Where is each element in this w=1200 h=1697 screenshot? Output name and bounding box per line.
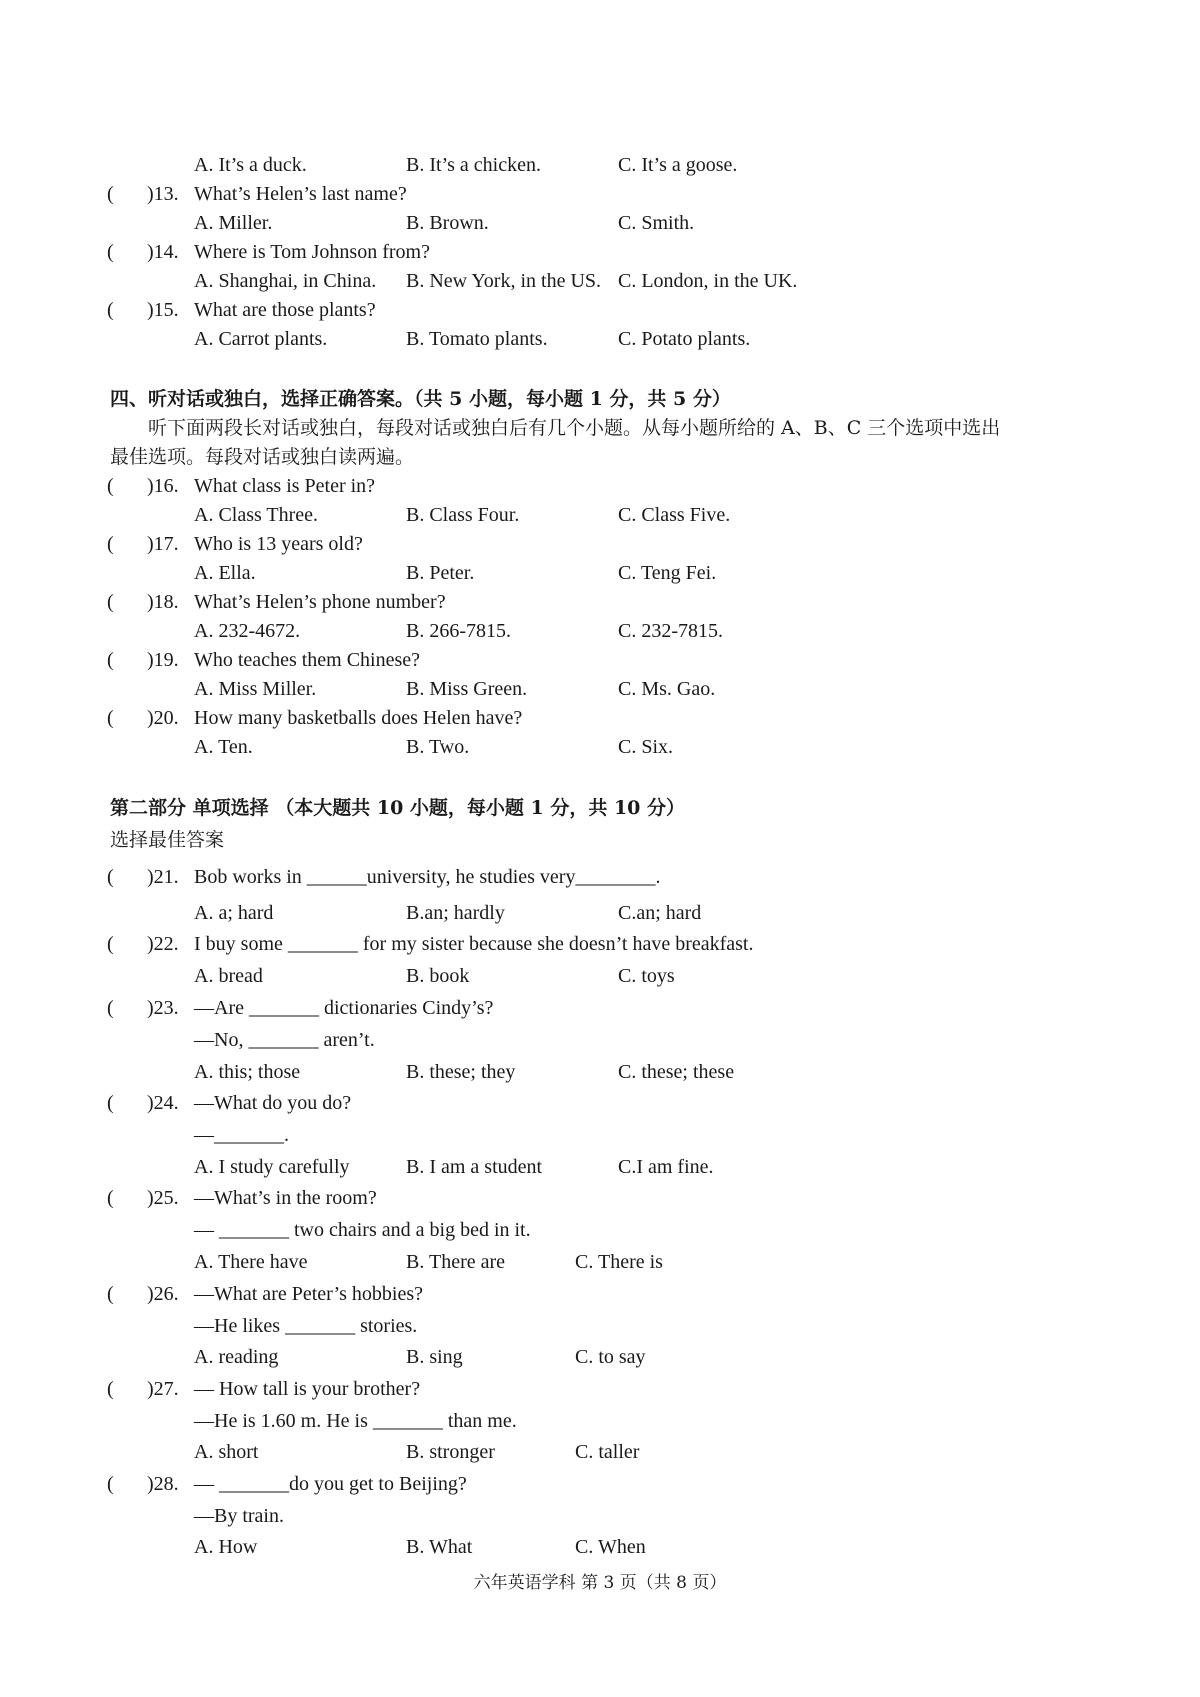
option-b: B. book — [406, 965, 470, 987]
answer-paren: ( — [107, 1378, 114, 1400]
option-b: B. 266-7815. — [406, 620, 511, 642]
option-b: B. Brown. — [406, 212, 489, 234]
answer-paren: ( — [107, 591, 114, 613]
question-text: —What are Peter’s hobbies? — [194, 1283, 423, 1305]
question-number: )19. — [147, 649, 179, 671]
page-footer: 六年英语学科 第 3 页（共 8 页） — [473, 1573, 727, 1593]
answer-paren: ( — [107, 1283, 114, 1305]
option-c: C.an; hard — [618, 902, 702, 924]
option-a: A. Miller. — [194, 212, 273, 234]
option-a: A. this; those — [194, 1061, 301, 1083]
question-text: Bob works in ______university, he studies very________. — [194, 866, 661, 888]
option-c: C. Teng Fei. — [618, 562, 717, 584]
question-number: )28. — [147, 1473, 179, 1495]
question-text: What are those plants? — [194, 299, 376, 321]
question-text: —_______. — [194, 1124, 289, 1146]
question-number: )25. — [147, 1187, 179, 1209]
option-c: C. toys — [618, 965, 675, 987]
option-c: C. to say — [575, 1346, 646, 1368]
question-number: )15. — [147, 299, 179, 321]
section-heading: 第二部分 单项选择 （本大题共 10 小题，每小题 1 分，共 10 分） — [110, 797, 686, 819]
question-text: How many basketballs does Helen have? — [194, 707, 523, 729]
question-text: —What do you do? — [194, 1092, 352, 1114]
option-a: A. How — [194, 1536, 258, 1558]
answer-paren: ( — [107, 241, 114, 263]
answer-paren: ( — [107, 707, 114, 729]
option-c: C. Ms. Gao. — [618, 678, 716, 700]
option-a: A. There have — [194, 1251, 308, 1273]
question-text: —He likes _______ stories. — [194, 1315, 418, 1337]
option-b: B. It’s a chicken. — [406, 154, 541, 176]
question-number: )20. — [147, 707, 179, 729]
answer-paren: ( — [107, 299, 114, 321]
option-c: C. Class Five. — [618, 504, 731, 526]
option-a: A. bread — [194, 965, 263, 987]
option-b: B. There are — [406, 1251, 506, 1273]
option-b: B. Two. — [406, 736, 470, 758]
option-c: C. It’s a goose. — [618, 154, 738, 176]
answer-paren: ( — [107, 533, 114, 555]
option-c: C. London, in the UK. — [618, 270, 798, 292]
option-b: B. Miss Green. — [406, 678, 528, 700]
instruction-text: 选择最佳答案 — [110, 829, 225, 851]
option-c: C. Six. — [618, 736, 674, 758]
instruction-text: 听下面两段长对话或独白，每段对话或独白后有几个小题。从每小题所给的 A、B、C 三个选项中选出 — [148, 417, 1001, 439]
answer-paren: ( — [107, 475, 114, 497]
answer-paren: ( — [107, 183, 114, 205]
question-text: Who teaches them Chinese? — [194, 649, 421, 671]
option-c: C. taller — [575, 1441, 640, 1463]
question-number: )13. — [147, 183, 179, 205]
answer-paren: ( — [107, 1187, 114, 1209]
answer-paren: ( — [107, 1092, 114, 1114]
option-b: B. stronger — [406, 1441, 495, 1463]
question-text: — _______do you get to Beijing? — [194, 1473, 467, 1495]
answer-paren: ( — [107, 997, 114, 1019]
answer-paren: ( — [107, 866, 114, 888]
option-a: A. Shanghai, in China. — [194, 270, 377, 292]
option-a: A. short — [194, 1441, 259, 1463]
option-a: A. Miss Miller. — [194, 678, 317, 700]
question-text: —What’s in the room? — [194, 1187, 377, 1209]
option-b: B. Class Four. — [406, 504, 520, 526]
question-number: )24. — [147, 1092, 179, 1114]
option-a: A. Ella. — [194, 562, 256, 584]
question-text: — _______ two chairs and a big bed in it. — [194, 1219, 531, 1241]
option-c: C.I am fine. — [618, 1156, 714, 1178]
question-text: —Are _______ dictionaries Cindy’s? — [194, 997, 494, 1019]
option-a: A. 232-4672. — [194, 620, 301, 642]
option-c: C. Smith. — [618, 212, 695, 234]
question-number: )26. — [147, 1283, 179, 1305]
question-text: What class is Peter in? — [194, 475, 376, 497]
question-number: )16. — [147, 475, 179, 497]
option-c: C. 232-7815. — [618, 620, 723, 642]
option-b: B. Tomato plants. — [406, 328, 548, 350]
option-c: C. There is — [575, 1251, 663, 1273]
section-heading: 四、听对话或独白，选择正确答案。（共 5 小题，每小题 1 分，共 5 分） — [110, 388, 731, 410]
option-b: B. What — [406, 1536, 473, 1558]
question-number: )27. — [147, 1378, 179, 1400]
option-c: C. these; these — [618, 1061, 735, 1083]
question-text: Where is Tom Johnson from? — [194, 241, 430, 263]
question-text: Who is 13 years old? — [194, 533, 363, 555]
question-text: — How tall is your brother? — [194, 1378, 421, 1400]
option-a: A. It’s a duck. — [194, 154, 307, 176]
option-b: B. sing — [406, 1346, 463, 1368]
option-b: B. I am a student — [406, 1156, 543, 1178]
question-text: —No, _______ aren’t. — [194, 1029, 375, 1051]
instruction-text: 最佳选项。每段对话或独白读两遍。 — [110, 446, 415, 468]
option-a: A. a; hard — [194, 902, 274, 924]
option-b: B. New York, in the US. — [406, 270, 602, 292]
question-text: —By train. — [194, 1505, 284, 1527]
option-c: C. When — [575, 1536, 646, 1558]
option-a: A. reading — [194, 1346, 279, 1368]
option-c: C. Potato plants. — [618, 328, 751, 350]
question-number: )22. — [147, 933, 179, 955]
question-text: —He is 1.60 m. He is _______ than me. — [194, 1410, 517, 1432]
answer-paren: ( — [107, 933, 114, 955]
question-text: I buy some _______ for my sister because she doesn’t have breakfast. — [194, 933, 754, 955]
option-a: A. Carrot plants. — [194, 328, 328, 350]
option-a: A. Ten. — [194, 736, 253, 758]
question-text: What’s Helen’s last name? — [194, 183, 407, 205]
question-text: What’s Helen’s phone number? — [194, 591, 446, 613]
option-a: A. I study carefully — [194, 1156, 350, 1178]
question-number: )18. — [147, 591, 179, 613]
question-number: )21. — [147, 866, 179, 888]
question-number: )23. — [147, 997, 179, 1019]
option-b: B.an; hardly — [406, 902, 505, 924]
question-number: )14. — [147, 241, 179, 263]
answer-paren: ( — [107, 1473, 114, 1495]
option-a: A. Class Three. — [194, 504, 319, 526]
option-b: B. Peter. — [406, 562, 475, 584]
option-b: B. these; they — [406, 1061, 516, 1083]
answer-paren: ( — [107, 649, 114, 671]
question-number: )17. — [147, 533, 179, 555]
